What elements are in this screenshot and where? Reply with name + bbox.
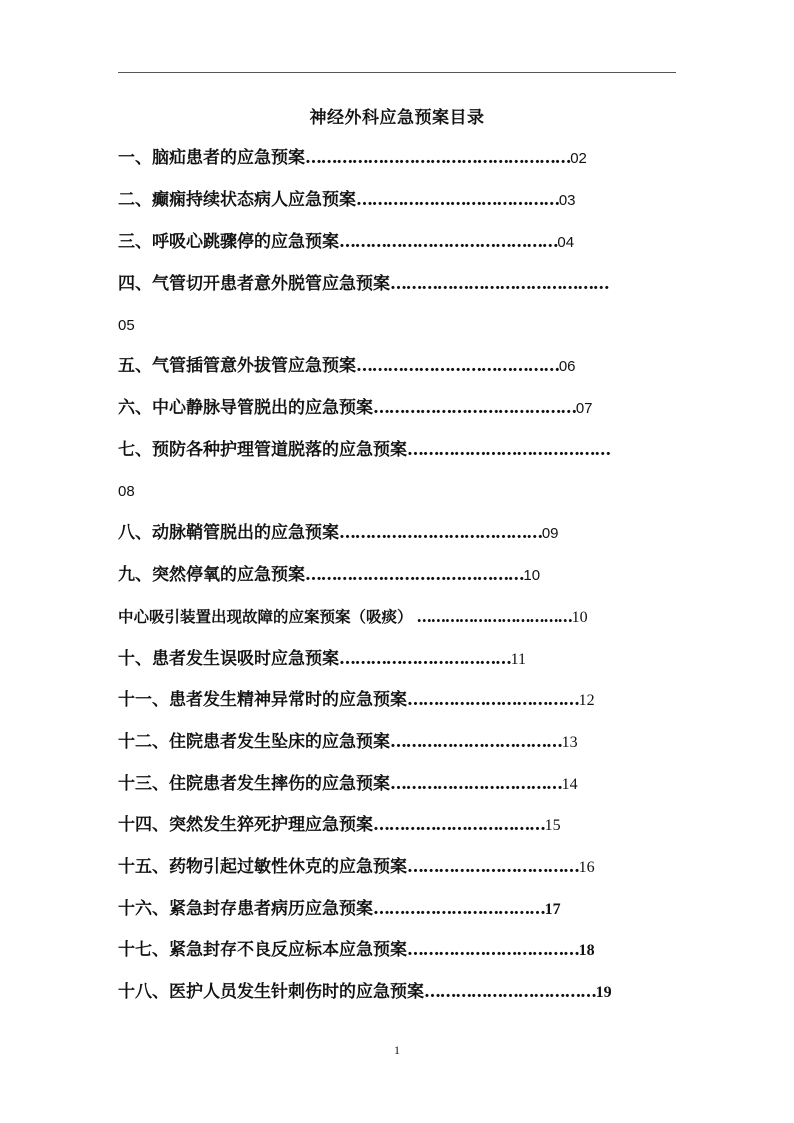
toc-entry[interactable] bbox=[118, 688, 595, 713]
toc-page-number: 19 bbox=[595, 984, 612, 1001]
toc-entry[interactable] bbox=[118, 354, 576, 379]
toc-entry[interactable] bbox=[118, 647, 526, 672]
toc-leader-dots: ………………………………… bbox=[373, 398, 576, 418]
toc-entry-text: 十七、紧急封存不良反应标本应急预案 bbox=[118, 940, 407, 960]
toc-page-number: 15 bbox=[544, 817, 561, 834]
toc-page-number: 02 bbox=[570, 150, 587, 167]
toc-entry[interactable] bbox=[118, 146, 587, 171]
toc-page-number: 18 bbox=[578, 942, 595, 959]
toc-leader-dots: …………………………… bbox=[424, 982, 596, 1002]
toc-entry-text: 二、癫痫持续状态病人应急预案 bbox=[118, 190, 356, 210]
toc-leader-dots: …………………………… bbox=[407, 690, 579, 710]
toc-entry[interactable] bbox=[118, 563, 540, 588]
page-title: 神经外科应急预案目录 bbox=[309, 108, 485, 128]
toc-entry-text: 十二、住院患者发生坠床的应急预案 bbox=[118, 732, 390, 752]
toc-leader-dots: …………………………… bbox=[412, 607, 572, 626]
toc-page-number: 12 bbox=[578, 692, 595, 709]
toc-entry[interactable] bbox=[118, 188, 576, 213]
toc-leader-dots: …………………………………… bbox=[390, 274, 609, 294]
toc-entry-text: 五、气管插管意外拔管应急预案 bbox=[118, 356, 356, 376]
toc-leader-dots: ………………………………… bbox=[356, 356, 559, 376]
toc-entry[interactable] bbox=[118, 230, 574, 255]
toc-leader-dots: …………………………… bbox=[390, 774, 562, 794]
toc-entry[interactable] bbox=[118, 605, 588, 630]
toc-page-number-wrapped: 05 bbox=[118, 317, 135, 334]
toc-page-number: 17 bbox=[544, 901, 561, 918]
toc-entry-text: 十八、医护人员发生针刺伤时的应急预案 bbox=[118, 982, 424, 1002]
toc-leader-dots: …………………………… bbox=[390, 732, 562, 752]
toc-entry-text: 八、动脉鞘管脱出的应急预案 bbox=[118, 523, 339, 543]
toc-entry[interactable] bbox=[118, 521, 559, 546]
toc-page-number: 10 bbox=[523, 567, 541, 584]
toc-leader-dots: …………………………… bbox=[373, 815, 545, 835]
toc-entry[interactable] bbox=[118, 438, 610, 462]
toc-entry-text: 十五、药物引起过敏性休克的应急预案 bbox=[118, 857, 407, 877]
toc-leader-dots: …………………………………………… bbox=[305, 148, 571, 168]
toc-entry[interactable] bbox=[118, 813, 561, 838]
toc-entry-text: 九、突然停氧的应急预案 bbox=[118, 565, 305, 585]
toc-entry[interactable] bbox=[118, 855, 595, 880]
toc-entry[interactable] bbox=[118, 980, 612, 1005]
toc-leader-dots: ………………………………… bbox=[339, 523, 542, 543]
toc-page-number: 09 bbox=[541, 525, 559, 542]
toc-entry-text: 中心吸引装置出现故障的应案预案（吸痰） bbox=[118, 607, 413, 626]
toc-entry-text: 四、气管切开患者意外脱管应急预案 bbox=[118, 274, 390, 294]
toc-page-number: 07 bbox=[575, 400, 593, 417]
toc-page-number: 13 bbox=[561, 734, 578, 751]
toc-entry[interactable] bbox=[118, 772, 578, 797]
toc-page-number-wrapped: 08 bbox=[118, 483, 135, 500]
toc-leader-dots: ………………………………… bbox=[356, 190, 559, 210]
toc-page-number: 03 bbox=[558, 192, 576, 209]
toc-entry[interactable] bbox=[118, 272, 608, 296]
toc-page-number: 16 bbox=[578, 859, 595, 876]
toc-entry-text: 一、脑疝患者的应急预案 bbox=[118, 148, 305, 168]
toc-page-number: 06 bbox=[558, 358, 576, 375]
toc-entry-text: 十一、患者发生精神异常时的应急预案 bbox=[118, 690, 407, 710]
toc-page-number: 04 bbox=[557, 234, 575, 251]
toc-entry[interactable] bbox=[118, 897, 561, 922]
toc-page-number: 14 bbox=[561, 776, 578, 793]
toc-entry-text: 十六、紧急封存患者病历应急预案 bbox=[118, 899, 373, 919]
toc-entry[interactable] bbox=[118, 730, 578, 755]
toc-leader-dots: …………………………………… bbox=[305, 565, 524, 585]
toc-leader-dots: ………………………………… bbox=[407, 440, 610, 460]
toc-leader-dots: …………………………… bbox=[407, 857, 579, 877]
toc-entry-text: 十、患者发生误吸时应急预案 bbox=[118, 649, 339, 669]
toc-leader-dots: …………………………… bbox=[373, 899, 545, 919]
toc-entry[interactable] bbox=[118, 938, 595, 963]
toc-entry-text: 三、呼吸心跳骤停的应急预案 bbox=[118, 232, 339, 252]
toc-leader-dots: …………………………… bbox=[407, 940, 579, 960]
footer-page-number: 1 bbox=[394, 1043, 400, 1057]
toc-entry-text: 十三、住院患者发生摔伤的应急预案 bbox=[118, 774, 390, 794]
header-rule bbox=[118, 72, 676, 73]
toc-leader-dots: …………………………… bbox=[339, 649, 511, 669]
toc-page-number: 11 bbox=[510, 651, 527, 668]
toc-page-number: 10 bbox=[571, 609, 588, 626]
toc-entry-text: 七、预防各种护理管道脱落的应急预案 bbox=[118, 440, 407, 460]
toc-entry[interactable] bbox=[118, 396, 593, 421]
toc-leader-dots: …………………………………… bbox=[339, 232, 558, 252]
toc-entry-text: 六、中心静脉导管脱出的应急预案 bbox=[118, 398, 373, 418]
toc-entry-text: 十四、突然发生猝死护理应急预案 bbox=[118, 815, 373, 835]
